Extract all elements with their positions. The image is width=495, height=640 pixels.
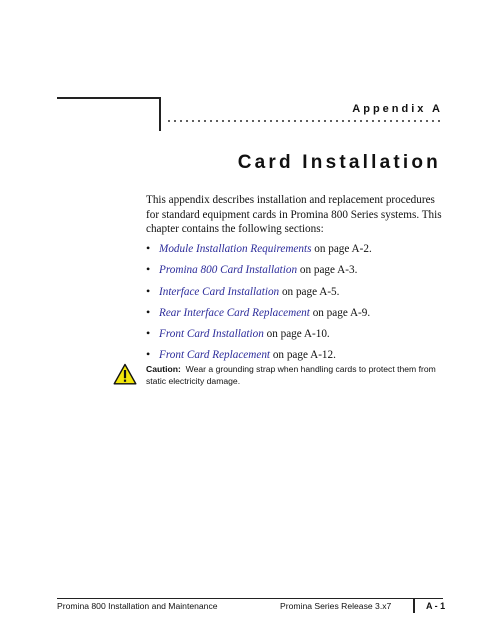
warning-triangle-icon [113, 363, 137, 385]
section-item [146, 326, 446, 347]
section-link-front-card-installation[interactable]: Front Card Installation [159, 328, 264, 341]
section-item [146, 262, 446, 283]
section-link-interface-card-installation[interactable]: Interface Card Installation [159, 285, 280, 298]
section-link-module-installation-requirements[interactable]: Module Installation Requirements [159, 243, 312, 255]
page-ref: on page A-9. [309, 306, 371, 319]
footer-rule-vertical [413, 598, 415, 613]
page-ref: on page A-2. [311, 243, 372, 255]
footer-release: Promina Series Release 3.x7 [280, 601, 392, 611]
footer-page-number: A - 1 [426, 601, 446, 611]
bullet-icon: • [146, 241, 151, 255]
dotted-leader [166, 118, 444, 124]
appendix-label: Appendix A [352, 103, 443, 115]
bullet-icon: • [146, 347, 151, 362]
section-link-front-card-replacement[interactable]: Front Card Replacement [159, 349, 271, 362]
bullet-icon: • [146, 326, 151, 341]
section-link-rear-interface-card-replacement[interactable]: Rear Interface Card Replacement [159, 306, 310, 319]
page-ref: on page A-5. [279, 285, 340, 298]
header-rule-horizontal [57, 97, 161, 99]
section-list [146, 241, 446, 369]
footer-book-title: Promina 800 Installation and Maintenance [57, 601, 218, 611]
page-ref: on page A-12. [270, 349, 336, 362]
bullet-icon: • [146, 283, 151, 298]
caution-label: Caution: [146, 364, 181, 374]
section-link-promina-800-card-installation[interactable]: Promina 800 Card Installation [159, 264, 298, 277]
bullet-icon: • [146, 304, 151, 319]
section-item [146, 284, 446, 305]
intro-paragraph: This appendix describes installation and replacement procedures for standard equipment cards in Promina 800 Series systems. This chapter contains the following sections: [146, 194, 442, 236]
caution-note [146, 364, 446, 387]
footer-rule-horizontal [57, 598, 443, 599]
page-ref: on page A-10. [263, 328, 330, 341]
page-ref: on page A-3. [297, 264, 358, 277]
header-rule-vertical [159, 97, 161, 131]
caution-text: Wear a grounding strap when handling cards to protect them from static electricity damage. [146, 364, 439, 386]
section-item [146, 305, 446, 326]
bullet-icon: • [146, 262, 151, 277]
chapter-title: Card Installation [237, 152, 441, 173]
section-item [146, 241, 446, 262]
